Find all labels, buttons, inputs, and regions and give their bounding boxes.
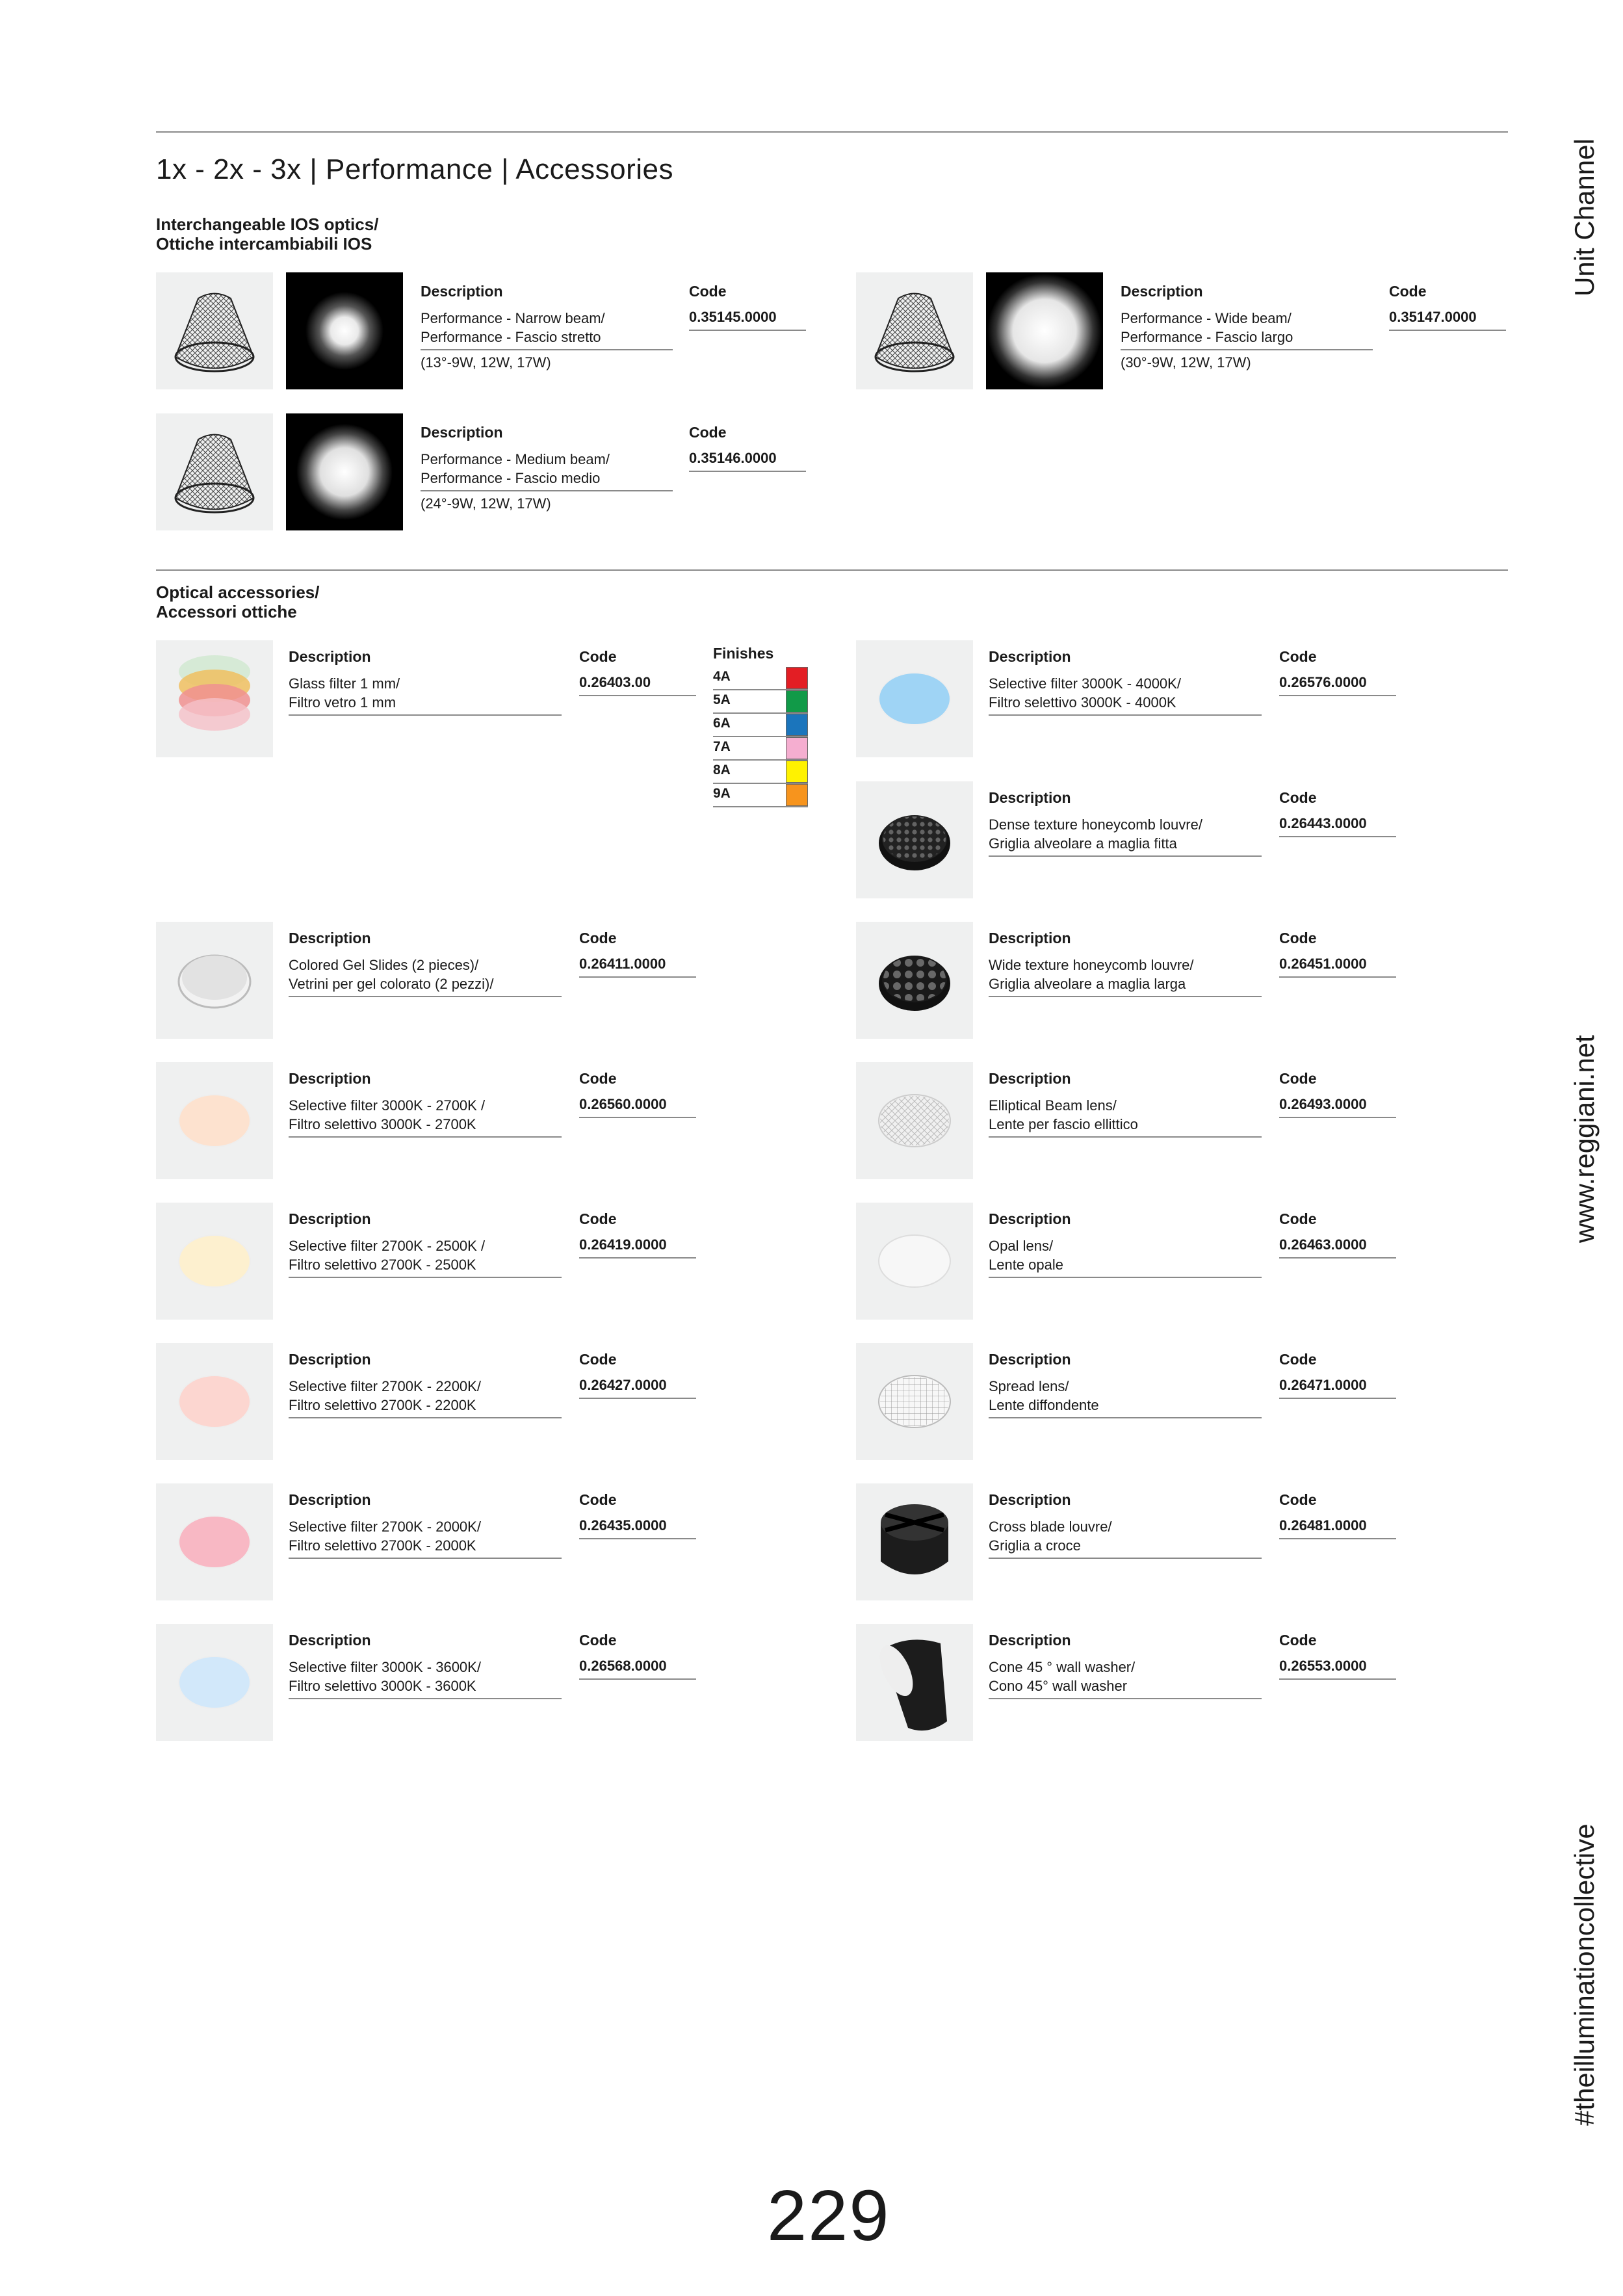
- product-code: 0.35146.0000: [689, 450, 806, 472]
- ios-title-it: Ottiche intercambiabili IOS: [156, 234, 372, 254]
- description-text: Elliptical Beam lens/ Lente per fascio ellittico: [989, 1096, 1262, 1138]
- filter-image: [156, 1343, 273, 1460]
- description-text: Cone 45 ° wall washer/ Cono 45° wall washer: [989, 1658, 1262, 1699]
- code-label: Code: [689, 283, 727, 300]
- ios-title-en: Interchangeable IOS optics/: [156, 215, 379, 234]
- color-swatch: [786, 784, 808, 806]
- color-swatch: [786, 667, 808, 689]
- description-label: Description: [289, 648, 371, 665]
- optical-title-it: Accessori ottiche: [156, 602, 297, 621]
- description-label: Description: [989, 1351, 1071, 1368]
- reflector-image: [156, 272, 273, 389]
- description-text: Opal lens/ Lente opale: [989, 1236, 1262, 1278]
- ios-section-title: [156, 215, 378, 254]
- cross-blade-image: [856, 1483, 973, 1600]
- color-swatch: [786, 690, 808, 712]
- ios-item-narrow: [156, 272, 838, 389]
- description-text: Selective filter 2700K - 2500K / Filtro selettivo 2700K - 2500K: [289, 1236, 562, 1278]
- code-label: Code: [1279, 1491, 1317, 1508]
- product-code: 0.35145.0000: [689, 309, 806, 331]
- product-code: 0.26568.0000: [579, 1658, 696, 1680]
- optical-section-title: [156, 582, 319, 621]
- description-label: Description: [1121, 283, 1203, 300]
- code-label: Code: [1279, 789, 1317, 806]
- filter-image: [156, 1203, 273, 1320]
- description-label: Description: [289, 1632, 371, 1649]
- honeycomb-wide-image: [856, 922, 973, 1039]
- product-code: 0.26427.0000: [579, 1377, 696, 1399]
- finish-row: 5A: [713, 690, 808, 714]
- wide-beam-image: [986, 272, 1103, 389]
- description-label: Description: [989, 648, 1071, 665]
- color-swatch: [786, 737, 808, 759]
- finish-row: 4A: [713, 667, 808, 690]
- description-text: Selective filter 2700K - 2000K/ Filtro selettivo 2700K - 2000K: [289, 1517, 562, 1559]
- accessory-wide-honeycomb: [856, 922, 1539, 1039]
- code-label: Code: [579, 648, 617, 665]
- reflector-image: [856, 272, 973, 389]
- side-label-website: www.reggiani.net: [1569, 1035, 1600, 1243]
- description-text: Performance - Medium beam/ Performance - Fascio medio: [421, 450, 673, 491]
- product-code: 0.26576.0000: [1279, 674, 1396, 696]
- gel-slides-image: [156, 922, 273, 1039]
- code-label: Code: [1389, 283, 1427, 300]
- description-text: Dense texture honeycomb louvre/ Griglia alveolare a maglia fitta: [989, 815, 1262, 857]
- narrow-beam-image: [286, 272, 403, 389]
- filter-image: [156, 1624, 273, 1741]
- filter-image: [156, 1062, 273, 1179]
- accessory-filter-3000-3600: [156, 1624, 838, 1741]
- glass-filter-image: [156, 640, 273, 757]
- product-code: 0.26493.0000: [1279, 1096, 1396, 1118]
- product-code: 0.26403.00: [579, 674, 696, 696]
- description-label: Description: [989, 789, 1071, 806]
- accessory-cone-wall-washer: [856, 1624, 1539, 1741]
- accessory-cross-blade-louvre: [856, 1483, 1539, 1600]
- description-text: Selective filter 3000K - 4000K/ Filtro selettivo 3000K - 4000K: [989, 674, 1262, 716]
- description-wattage: (13°-9W, 12W, 17W): [421, 354, 551, 371]
- side-label-hashtag: #theilluminationcollective: [1569, 1823, 1600, 2126]
- description-label: Description: [989, 930, 1071, 946]
- description-wattage: (30°-9W, 12W, 17W): [1121, 354, 1251, 371]
- color-swatch: [786, 714, 808, 736]
- description-label: Description: [989, 1070, 1071, 1087]
- finishes-table: [713, 645, 808, 807]
- accessory-filter-2700-2500: [156, 1203, 838, 1320]
- product-code: 0.26451.0000: [1279, 956, 1396, 978]
- code-label: Code: [1279, 1070, 1317, 1087]
- product-code: 0.26443.0000: [1279, 815, 1396, 837]
- page-number: 229: [767, 2176, 890, 2256]
- description-text: Glass filter 1 mm/ Filtro vetro 1 mm: [289, 674, 562, 716]
- code-label: Code: [579, 1491, 617, 1508]
- page-title: 1x - 2x - 3x | Performance | Accessories: [156, 153, 674, 185]
- description-text: Colored Gel Slides (2 pieces)/ Vetrini per gel colorato (2 pezzi)/: [289, 956, 562, 997]
- side-label-product: Unit Channel: [1569, 138, 1600, 296]
- ios-item-medium: [156, 413, 838, 530]
- description-label: Description: [289, 1351, 371, 1368]
- filter-image: [156, 1483, 273, 1600]
- accessory-filter-2700-2200: [156, 1343, 838, 1460]
- description-label: Description: [289, 1491, 371, 1508]
- product-code: 0.26553.0000: [1279, 1658, 1396, 1680]
- medium-beam-image: [286, 413, 403, 530]
- cone-wall-washer-image: [856, 1624, 973, 1741]
- description-text: Selective filter 2700K - 2200K/ Filtro selettivo 2700K - 2200K: [289, 1377, 562, 1418]
- code-label: Code: [1279, 930, 1317, 946]
- section-rule: [156, 569, 1508, 571]
- product-code: 0.26435.0000: [579, 1517, 696, 1539]
- reflector-image: [156, 413, 273, 530]
- description-label: Description: [989, 1632, 1071, 1649]
- product-code: 0.26560.0000: [579, 1096, 696, 1118]
- description-label: Description: [421, 283, 503, 300]
- filter-image: [856, 640, 973, 757]
- color-swatch: [786, 761, 808, 783]
- code-label: Code: [1279, 1210, 1317, 1227]
- accessory-gel-slides: [156, 922, 838, 1039]
- top-rule: [156, 131, 1508, 133]
- accessory-filter-3000-2700: [156, 1062, 838, 1179]
- accessory-dense-honeycomb: [856, 781, 1539, 898]
- description-label: Description: [989, 1210, 1071, 1227]
- spread-lens-image: [856, 1343, 973, 1460]
- accessory-opal-lens: [856, 1203, 1539, 1320]
- product-code: 0.26463.0000: [1279, 1236, 1396, 1259]
- finish-row: 9A: [713, 784, 808, 807]
- accessory-elliptical-lens: [856, 1062, 1539, 1179]
- finishes-label: Finishes: [713, 645, 774, 662]
- accessory-filter-3000-4000: [856, 640, 1539, 757]
- description-label: Description: [421, 424, 503, 441]
- code-label: Code: [1279, 648, 1317, 665]
- code-label: Code: [1279, 1351, 1317, 1368]
- accessory-spread-lens: [856, 1343, 1539, 1460]
- description-label: Description: [289, 1070, 371, 1087]
- description-label: Description: [289, 930, 371, 946]
- accessory-filter-2700-2000: [156, 1483, 838, 1600]
- honeycomb-dense-image: [856, 781, 973, 898]
- description-wattage: (24°-9W, 12W, 17W): [421, 495, 551, 512]
- ios-item-wide: [856, 272, 1539, 389]
- code-label: Code: [579, 1210, 617, 1227]
- code-label: Code: [579, 1351, 617, 1368]
- description-text: Wide texture honeycomb louvre/ Griglia alveolare a maglia larga: [989, 956, 1262, 997]
- code-label: Code: [579, 1632, 617, 1649]
- product-code: 0.35147.0000: [1389, 309, 1506, 331]
- description-text: Cross blade louvre/ Griglia a croce: [989, 1517, 1262, 1559]
- description-text: Performance - Narrow beam/ Performance - Fascio stretto: [421, 309, 673, 350]
- code-label: Code: [579, 930, 617, 946]
- product-code: 0.26411.0000: [579, 956, 696, 978]
- code-label: Code: [1279, 1632, 1317, 1649]
- product-code: 0.26471.0000: [1279, 1377, 1396, 1399]
- opal-lens-image: [856, 1203, 973, 1320]
- description-label: Description: [289, 1210, 371, 1227]
- product-code: 0.26419.0000: [579, 1236, 696, 1259]
- code-label: Code: [689, 424, 727, 441]
- finish-row: 6A: [713, 714, 808, 737]
- description-text: Performance - Wide beam/ Performance - Fascio largo: [1121, 309, 1373, 350]
- elliptical-lens-image: [856, 1062, 973, 1179]
- description-label: Description: [989, 1491, 1071, 1508]
- finish-row: 8A: [713, 761, 808, 784]
- description-text: Spread lens/ Lente diffondente: [989, 1377, 1262, 1418]
- finish-row: 7A: [713, 737, 808, 761]
- code-label: Code: [579, 1070, 617, 1087]
- description-text: Selective filter 3000K - 2700K / Filtro selettivo 3000K - 2700K: [289, 1096, 562, 1138]
- description-text: Selective filter 3000K - 3600K/ Filtro selettivo 3000K - 3600K: [289, 1658, 562, 1699]
- product-code: 0.26481.0000: [1279, 1517, 1396, 1539]
- optical-title-en: Optical accessories/: [156, 582, 320, 602]
